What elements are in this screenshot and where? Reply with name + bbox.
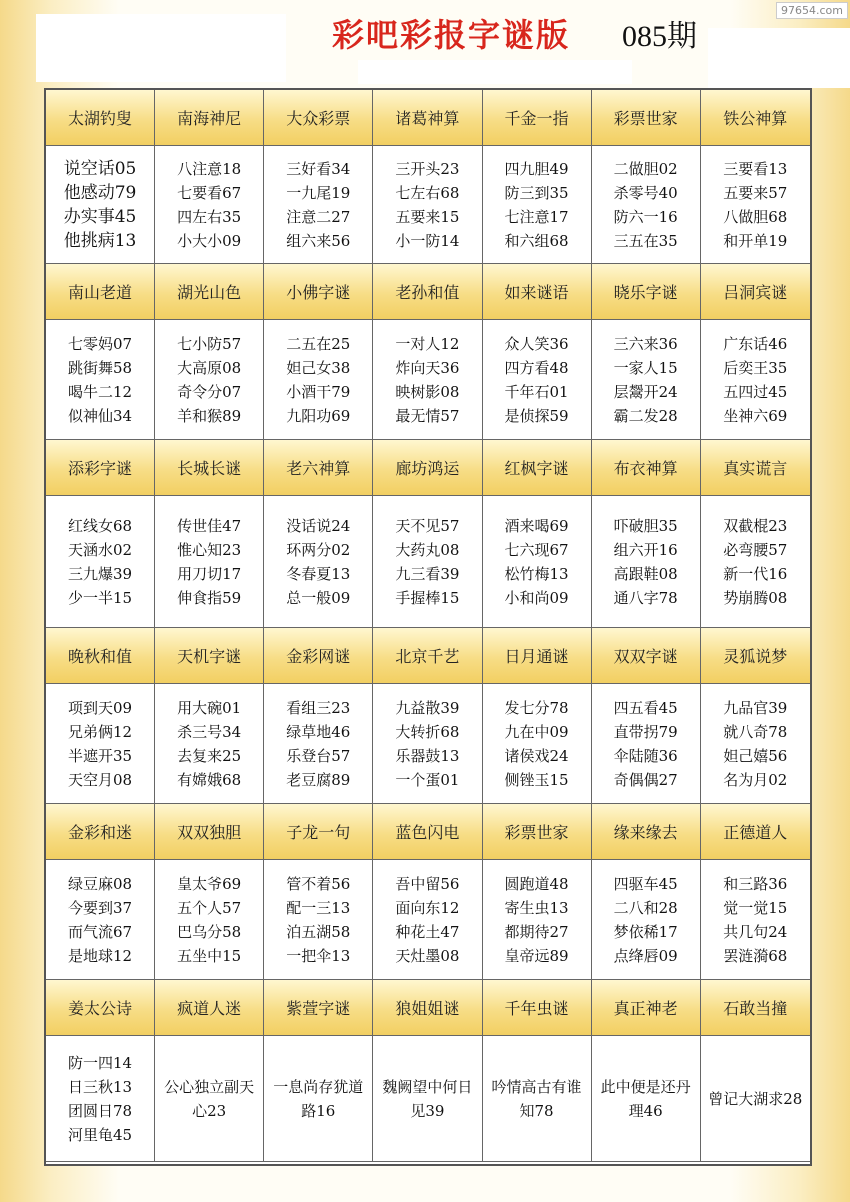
column-header: 日月通谜 xyxy=(483,628,592,684)
riddle-line: 种花土47 xyxy=(395,922,460,941)
riddle-line: 小大小09 xyxy=(177,231,242,250)
riddle-verse: 一息尚存犹道路16 xyxy=(273,1077,364,1120)
riddle-line: 广东话46 xyxy=(723,334,788,353)
riddle-line: 新一代16 xyxy=(723,564,788,583)
riddle-cell xyxy=(46,320,155,440)
riddle-cell xyxy=(373,860,482,980)
riddle-cell xyxy=(592,684,701,804)
riddle-line: 妲己女38 xyxy=(286,358,351,377)
riddle-line: 乐登台57 xyxy=(286,746,351,765)
riddle-line: 七注意17 xyxy=(504,207,569,226)
riddle-line: 奇令分07 xyxy=(177,382,242,401)
riddle-line: 小一防14 xyxy=(395,231,460,250)
column-header: 缘来缘去 xyxy=(592,804,701,860)
riddle-line: 大高原08 xyxy=(177,358,242,377)
riddle-line: 防三到35 xyxy=(504,183,569,202)
riddle-line: 九品官39 xyxy=(723,698,788,717)
riddle-line: 是地球12 xyxy=(68,946,133,965)
riddle-line: 杀三号34 xyxy=(177,722,242,741)
column-header: 千年虫谜 xyxy=(483,980,592,1036)
riddle-line: 和三路36 xyxy=(723,874,788,893)
riddle-row xyxy=(46,496,810,628)
riddle-line: 高跟鞋08 xyxy=(613,564,678,583)
riddle-line: 一九尾19 xyxy=(286,183,351,202)
riddle-line: 点绛唇09 xyxy=(613,946,678,965)
riddle-cell xyxy=(155,496,264,628)
riddle-line: 吓破胆35 xyxy=(613,516,678,535)
riddle-line: 九三看39 xyxy=(395,564,460,583)
riddle-line: 三九爆39 xyxy=(68,564,133,583)
white-patch-left xyxy=(36,14,286,82)
column-header: 千金一指 xyxy=(483,90,592,146)
riddle-line: 兄弟俩12 xyxy=(68,722,133,741)
riddle-line: 惟心知23 xyxy=(177,540,242,559)
riddle-cell xyxy=(46,496,155,628)
column-header: 石敢当撞 xyxy=(701,980,810,1036)
riddle-line: 少一半15 xyxy=(68,588,133,607)
riddle-line: 红线女68 xyxy=(68,516,133,535)
riddle-line: 巴乌分58 xyxy=(177,922,242,941)
riddle-line: 奇偶偶27 xyxy=(613,770,678,789)
column-header: 如来谜语 xyxy=(483,264,592,320)
riddle-line: 后奕王35 xyxy=(723,358,788,377)
riddle-line: 天涵水02 xyxy=(68,540,133,559)
riddle-row xyxy=(46,860,810,980)
column-header: 狼姐姐谜 xyxy=(373,980,482,1036)
riddle-line: 他感动79 xyxy=(63,182,137,203)
riddle-line: 皇太爷69 xyxy=(177,874,242,893)
column-header: 老六神算 xyxy=(264,440,373,496)
riddle-line: 项到天09 xyxy=(68,698,133,717)
riddle-line: 面向东12 xyxy=(395,898,460,917)
riddle-cell xyxy=(155,860,264,980)
riddle-line: 五四过45 xyxy=(723,382,788,401)
riddle-line: 天不见57 xyxy=(395,516,460,535)
riddle-cell xyxy=(483,1036,592,1162)
riddle-line: 四方看48 xyxy=(504,358,569,377)
issue-number: 085期 xyxy=(622,20,697,53)
riddle-line: 吾中留56 xyxy=(395,874,460,893)
riddle-line: 五要来15 xyxy=(395,207,460,226)
column-header: 南海神尼 xyxy=(155,90,264,146)
column-header: 大众彩票 xyxy=(264,90,373,146)
riddle-line: 去复来25 xyxy=(177,746,242,765)
riddle-line: 天灶墨08 xyxy=(395,946,460,965)
riddle-line: 二五在25 xyxy=(286,334,351,353)
riddle-line: 层鬶开24 xyxy=(613,382,678,401)
riddle-line: 霸二发28 xyxy=(613,406,678,425)
riddle-line: 说空话05 xyxy=(63,158,137,179)
riddle-cell xyxy=(592,1036,701,1162)
riddle-line: 手握棒15 xyxy=(395,588,460,607)
riddle-line: 老豆腐89 xyxy=(286,770,351,789)
riddle-verse: 吟情高古有谁知78 xyxy=(491,1077,582,1120)
riddle-cell xyxy=(483,320,592,440)
column-header: 正德道人 xyxy=(701,804,810,860)
riddle-line: 小酒干79 xyxy=(286,382,351,401)
riddle-line: 伞陆随36 xyxy=(613,746,678,765)
riddle-cell xyxy=(483,860,592,980)
white-patch-center xyxy=(358,60,632,84)
riddle-line: 二八和28 xyxy=(613,898,678,917)
riddle-cell xyxy=(155,320,264,440)
riddle-line: 寄生虫13 xyxy=(504,898,569,917)
riddle-cell xyxy=(483,684,592,804)
riddle-line: 通八字78 xyxy=(613,588,678,607)
column-header: 长城长谜 xyxy=(155,440,264,496)
header-row xyxy=(46,628,810,684)
riddle-cell xyxy=(46,860,155,980)
riddle-line: 就八奇78 xyxy=(723,722,788,741)
column-header: 南山老道 xyxy=(46,264,155,320)
riddle-line: 九益散39 xyxy=(395,698,460,717)
riddle-line: 七左右68 xyxy=(395,183,460,202)
riddle-line: 松竹梅13 xyxy=(504,564,569,583)
riddle-cell xyxy=(264,496,373,628)
riddle-cell xyxy=(155,146,264,264)
riddle-verse: 曾记大湖求28 xyxy=(708,1089,803,1108)
riddle-line: 没话说24 xyxy=(286,516,351,535)
riddle-line: 管不着56 xyxy=(286,874,351,893)
riddle-cell xyxy=(264,320,373,440)
riddle-verse: 公心独立副天心23 xyxy=(164,1077,255,1120)
riddle-row xyxy=(46,146,810,264)
riddle-table xyxy=(44,88,812,1166)
riddle-line: 是侦探59 xyxy=(504,406,569,425)
white-patch-right xyxy=(708,28,850,88)
riddle-line: 妲己嬉56 xyxy=(723,746,788,765)
page-title: 彩吧彩报字谜版 xyxy=(332,16,571,54)
column-header: 晓乐字谜 xyxy=(592,264,701,320)
riddle-line: 千年石01 xyxy=(504,382,569,401)
column-header: 天机字谜 xyxy=(155,628,264,684)
riddle-cell xyxy=(483,496,592,628)
riddle-line: 四左右35 xyxy=(177,207,242,226)
riddle-line: 冬春夏13 xyxy=(286,564,351,583)
riddle-cell xyxy=(155,684,264,804)
riddle-line: 四五看45 xyxy=(613,698,678,717)
riddle-line: 总一般09 xyxy=(286,588,351,607)
riddle-line: 而气流67 xyxy=(68,922,133,941)
riddle-line: 圆跑道48 xyxy=(504,874,569,893)
riddle-cell xyxy=(483,146,592,264)
riddle-line: 半遮开35 xyxy=(68,746,133,765)
riddle-line: 杀零号40 xyxy=(613,183,678,202)
riddle-line: 和开单19 xyxy=(723,231,788,250)
riddle-line: 映树影08 xyxy=(395,382,460,401)
riddle-line: 天空月08 xyxy=(68,770,133,789)
riddle-line: 一家人15 xyxy=(613,358,678,377)
riddle-row xyxy=(46,320,810,440)
riddle-line: 防六一16 xyxy=(613,207,678,226)
column-header: 吕洞宾谜 xyxy=(701,264,810,320)
riddle-line: 四驱车45 xyxy=(613,874,678,893)
riddle-line: 势崩腾08 xyxy=(723,588,788,607)
riddle-line: 五要来57 xyxy=(723,183,788,202)
riddle-line: 和六组68 xyxy=(504,231,569,250)
riddle-line: 必弯腰57 xyxy=(723,540,788,559)
riddle-line: 河里龟45 xyxy=(68,1125,133,1144)
riddle-line: 侧锉玉15 xyxy=(504,770,569,789)
riddle-line: 羊和猴89 xyxy=(177,406,242,425)
riddle-line: 五坐中15 xyxy=(177,946,242,965)
riddle-cell xyxy=(373,496,482,628)
site-watermark: 97654.com xyxy=(776,2,848,19)
riddle-line: 三五在35 xyxy=(613,231,678,250)
riddle-line: 乐器鼓13 xyxy=(395,746,460,765)
riddle-line: 七零妈07 xyxy=(68,334,133,353)
column-header: 太湖钓叟 xyxy=(46,90,155,146)
column-header: 真实谎言 xyxy=(701,440,810,496)
riddle-cell xyxy=(373,320,482,440)
riddle-line: 坐神六69 xyxy=(723,406,788,425)
column-header: 老孙和值 xyxy=(373,264,482,320)
riddle-line: 皇帝远89 xyxy=(504,946,569,965)
column-header: 双双字谜 xyxy=(592,628,701,684)
riddle-line: 梦依稀17 xyxy=(613,922,678,941)
riddle-cell xyxy=(592,320,701,440)
riddle-line: 四九胆49 xyxy=(504,159,569,178)
riddle-line: 发七分78 xyxy=(504,698,569,717)
column-header: 红枫字谜 xyxy=(483,440,592,496)
header-row xyxy=(46,264,810,320)
riddle-verse: 魏阙望中何日见39 xyxy=(382,1077,473,1120)
riddle-line: 绿豆麻08 xyxy=(68,874,133,893)
riddle-line: 双截棍23 xyxy=(723,516,788,535)
column-header: 金彩网谜 xyxy=(264,628,373,684)
column-header: 湖光山色 xyxy=(155,264,264,320)
riddle-line: 七要看67 xyxy=(177,183,242,202)
riddle-line: 注意二27 xyxy=(286,207,351,226)
riddle-cell xyxy=(155,1036,264,1162)
column-header: 蓝色闪电 xyxy=(373,804,482,860)
riddle-cell xyxy=(46,146,155,264)
riddle-line: 三六来36 xyxy=(613,334,678,353)
riddle-line: 看组三23 xyxy=(286,698,351,717)
riddle-line: 八注意18 xyxy=(177,159,242,178)
column-header: 彩票世家 xyxy=(483,804,592,860)
riddle-cell xyxy=(373,146,482,264)
riddle-line: 九阳功69 xyxy=(286,406,351,425)
riddle-line: 组六开16 xyxy=(613,540,678,559)
column-header: 小佛字谜 xyxy=(264,264,373,320)
column-header: 布衣神算 xyxy=(592,440,701,496)
riddle-line: 炸向天36 xyxy=(395,358,460,377)
riddle-line: 三好看34 xyxy=(286,159,351,178)
header-row xyxy=(46,90,810,146)
riddle-line: 他挑病13 xyxy=(63,230,137,251)
riddle-line: 最无情57 xyxy=(395,406,460,425)
riddle-line: 配一三13 xyxy=(286,898,351,917)
riddle-line: 一对人12 xyxy=(395,334,460,353)
riddle-cell xyxy=(701,860,810,980)
column-header: 铁公神算 xyxy=(701,90,810,146)
riddle-line: 共几句24 xyxy=(723,922,788,941)
riddle-cell xyxy=(701,1036,810,1162)
riddle-line: 二做胆02 xyxy=(613,159,678,178)
riddle-line: 小和尚09 xyxy=(504,588,569,607)
riddle-line: 办实事45 xyxy=(63,206,137,227)
riddle-line: 名为月02 xyxy=(723,770,788,789)
riddle-line: 日三秋13 xyxy=(68,1077,133,1096)
riddle-line: 众人笑36 xyxy=(504,334,569,353)
header-row xyxy=(46,980,810,1036)
riddle-line: 泊五湖58 xyxy=(286,922,351,941)
riddle-line: 跳街舞58 xyxy=(68,358,133,377)
column-header: 紫萱字谜 xyxy=(264,980,373,1036)
column-header: 廊坊鸿运 xyxy=(373,440,482,496)
riddle-line: 一个蛋01 xyxy=(395,770,460,789)
riddle-verse: 此中便是还丹理46 xyxy=(600,1077,691,1120)
riddle-line: 绿草地46 xyxy=(286,722,351,741)
riddle-cell xyxy=(592,496,701,628)
riddle-cell xyxy=(701,146,810,264)
riddle-line: 喝牛二12 xyxy=(68,382,133,401)
riddle-line: 伸食指59 xyxy=(177,588,242,607)
riddle-line: 酒来喝69 xyxy=(504,516,569,535)
riddle-line: 七小防57 xyxy=(177,334,242,353)
riddle-cell xyxy=(373,1036,482,1162)
riddle-line: 用刀切17 xyxy=(177,564,242,583)
riddle-line: 五个人57 xyxy=(177,898,242,917)
column-header: 双双独胆 xyxy=(155,804,264,860)
column-header: 北京千艺 xyxy=(373,628,482,684)
riddle-line: 都期待27 xyxy=(504,922,569,941)
riddle-line: 直带拐79 xyxy=(613,722,678,741)
riddle-line: 大药丸08 xyxy=(395,540,460,559)
riddle-line: 一把伞13 xyxy=(286,946,351,965)
riddle-cell xyxy=(701,684,810,804)
riddle-line: 大转折68 xyxy=(395,722,460,741)
riddle-line: 今要到37 xyxy=(68,898,133,917)
column-header: 姜太公诗 xyxy=(46,980,155,1036)
header-row xyxy=(46,804,810,860)
riddle-line: 诸侯戏24 xyxy=(504,746,569,765)
header-row xyxy=(46,440,810,496)
riddle-cell xyxy=(264,684,373,804)
riddle-cell xyxy=(264,860,373,980)
riddle-line: 组六来56 xyxy=(286,231,351,250)
column-header: 彩票世家 xyxy=(592,90,701,146)
riddle-cell xyxy=(264,1036,373,1162)
column-header: 金彩和迷 xyxy=(46,804,155,860)
column-header: 晚秋和值 xyxy=(46,628,155,684)
riddle-line: 罢涟漪68 xyxy=(723,946,788,965)
column-header: 添彩字谜 xyxy=(46,440,155,496)
column-header: 诸葛神算 xyxy=(373,90,482,146)
riddle-line: 七六现67 xyxy=(504,540,569,559)
riddle-line: 有嫦娥68 xyxy=(177,770,242,789)
riddle-row xyxy=(46,1036,810,1162)
riddle-cell xyxy=(701,496,810,628)
riddle-cell xyxy=(592,860,701,980)
riddle-cell xyxy=(46,684,155,804)
riddle-line: 用大碗01 xyxy=(177,698,242,717)
column-header: 真正神老 xyxy=(592,980,701,1036)
column-header: 疯道人迷 xyxy=(155,980,264,1036)
riddle-line: 三要看13 xyxy=(723,159,788,178)
riddle-line: 八做胆68 xyxy=(723,207,788,226)
riddle-line: 九在中09 xyxy=(504,722,569,741)
riddle-cell xyxy=(701,320,810,440)
riddle-row xyxy=(46,684,810,804)
riddle-cell xyxy=(373,684,482,804)
riddle-line: 觉一觉15 xyxy=(723,898,788,917)
riddle-line: 传世佳47 xyxy=(177,516,242,535)
column-header: 子龙一句 xyxy=(264,804,373,860)
riddle-line: 环两分02 xyxy=(286,540,351,559)
riddle-line: 团圆日78 xyxy=(68,1101,133,1120)
riddle-cell xyxy=(46,1036,155,1162)
riddle-line: 防一四14 xyxy=(68,1053,133,1072)
riddle-line: 三开头23 xyxy=(395,159,460,178)
riddle-line: 似神仙34 xyxy=(68,406,133,425)
column-header: 灵狐说梦 xyxy=(701,628,810,684)
riddle-cell xyxy=(592,146,701,264)
riddle-cell xyxy=(264,146,373,264)
